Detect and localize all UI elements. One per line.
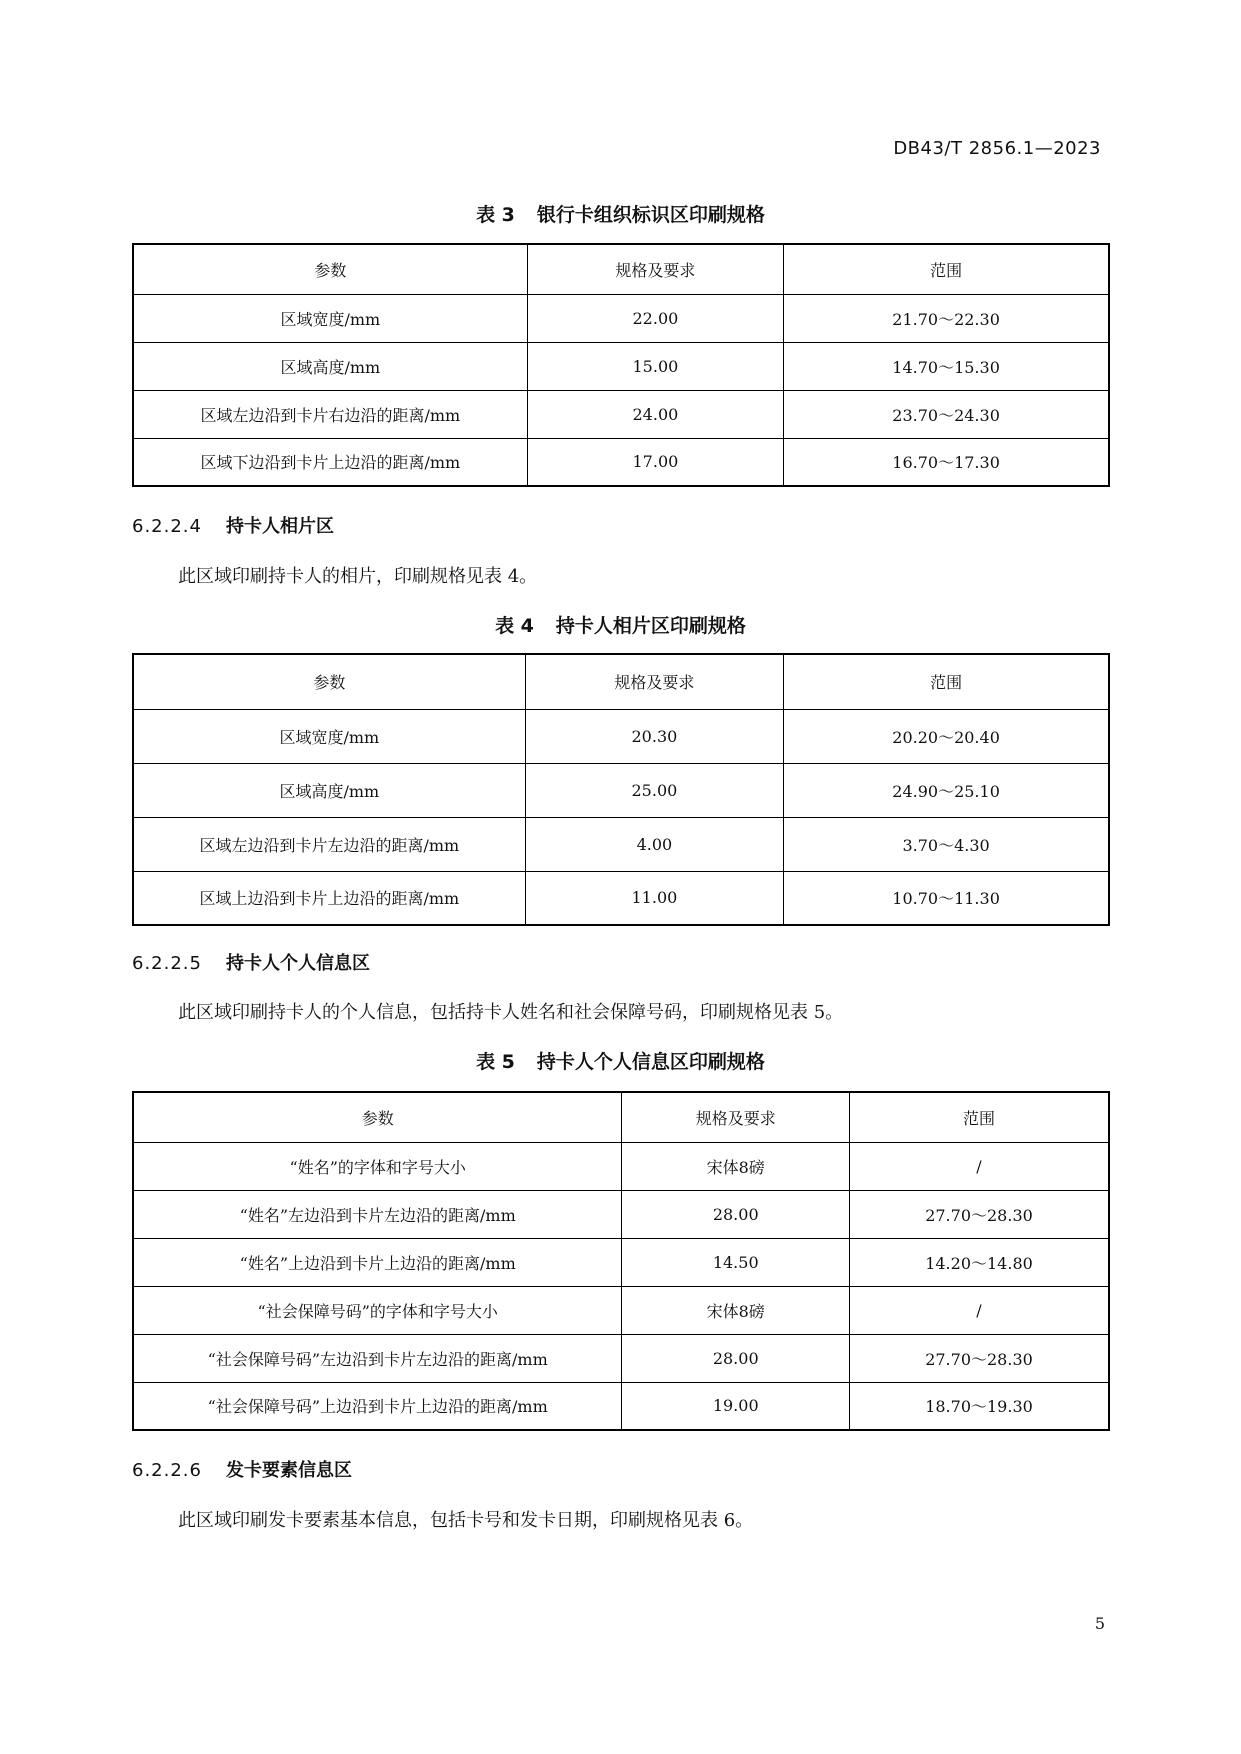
table4	[132, 653, 1110, 926]
table3-header-cell: 参数	[133, 244, 527, 294]
table5-header-cell: 参数	[133, 1092, 622, 1142]
table-cell: 27.70～28.30	[850, 1334, 1110, 1382]
table5	[132, 1091, 1110, 1431]
table-cell: 宋体8磅	[622, 1142, 850, 1190]
table-row	[133, 1238, 1109, 1286]
table-cell: 24.00	[527, 390, 783, 438]
table-cell: 区域高度/mm	[133, 763, 525, 817]
section-number: 6.2.2.5	[132, 953, 202, 974]
table-cell: 区域高度/mm	[133, 342, 527, 390]
table5-caption-number: 表 5	[476, 1051, 515, 1073]
table-cell: 区域上边沿到卡片上边沿的距离/mm	[133, 871, 525, 925]
table3	[132, 243, 1110, 487]
table5-header-row	[133, 1092, 1109, 1142]
table4-header-cell: 规格及要求	[525, 654, 783, 709]
table3-header-cell: 范围	[784, 244, 1109, 294]
table5-header-cell: 范围	[850, 1092, 1110, 1142]
table-cell: “姓名”上边沿到卡片上边沿的距离/mm	[133, 1238, 622, 1286]
section-heading-6224	[132, 512, 334, 538]
table3-header-cell: 规格及要求	[527, 244, 783, 294]
table3-caption	[0, 200, 1241, 227]
table5-caption-title: 持卡人个人信息区印刷规格	[536, 1051, 765, 1073]
table-cell: 区域下边沿到卡片上边沿的距离/mm	[133, 438, 527, 486]
section-paragraph: 此区域印刷发卡要素基本信息，包括卡号和发卡日期，印刷规格见表 6。	[178, 1510, 754, 1531]
table-cell: “社会保障号码”左边沿到卡片左边沿的距离/mm	[133, 1334, 622, 1382]
page-number: 5	[1094, 1614, 1105, 1633]
section-number: 6.2.2.6	[132, 1460, 202, 1481]
table-cell: 区域宽度/mm	[133, 294, 527, 342]
table-cell: /	[850, 1142, 1110, 1190]
section-title: 发卡要素信息区	[225, 1460, 352, 1481]
table-cell: 15.00	[527, 342, 783, 390]
document-code: DB43/T 2856.1—2023	[893, 138, 1101, 159]
table3-caption-title: 银行卡组织标识区印刷规格	[536, 204, 765, 226]
table-cell: “姓名”左边沿到卡片左边沿的距离/mm	[133, 1190, 622, 1238]
table-row	[133, 1190, 1109, 1238]
table-row	[133, 1142, 1109, 1190]
table4-caption-number: 表 4	[495, 615, 534, 637]
table-cell: “社会保障号码”的字体和字号大小	[133, 1286, 622, 1334]
table-row	[133, 1382, 1109, 1430]
section-paragraph: 此区域印刷持卡人的个人信息，包括持卡人姓名和社会保障号码，印刷规格见表 5。	[178, 1002, 844, 1023]
table-cell: 28.00	[622, 1334, 850, 1382]
table5-caption	[0, 1047, 1241, 1074]
table-row	[133, 342, 1109, 390]
table-cell: /	[850, 1286, 1110, 1334]
table-row	[133, 871, 1109, 925]
table-cell: 区域左边沿到卡片左边沿的距离/mm	[133, 817, 525, 871]
section-heading-6226	[132, 1456, 352, 1482]
table4-caption-title: 持卡人相片区印刷规格	[555, 615, 746, 637]
table4-caption	[0, 611, 1241, 638]
table-cell: 宋体8磅	[622, 1286, 850, 1334]
table-cell: 14.20～14.80	[850, 1238, 1110, 1286]
table-row	[133, 294, 1109, 342]
table-row	[133, 1334, 1109, 1382]
table-cell: “社会保障号码”上边沿到卡片上边沿的距离/mm	[133, 1382, 622, 1430]
table-row	[133, 817, 1109, 871]
section-title: 持卡人相片区	[225, 516, 334, 537]
table3-header-row	[133, 244, 1109, 294]
section-number: 6.2.2.4	[132, 516, 202, 537]
table-cell: 21.70～22.30	[784, 294, 1109, 342]
table-cell: 18.70～19.30	[850, 1382, 1110, 1430]
table4-header-cell: 范围	[784, 654, 1109, 709]
table-row	[133, 1286, 1109, 1334]
table-cell: 24.90～25.10	[784, 763, 1109, 817]
table-cell: 17.00	[527, 438, 783, 486]
table-cell: 22.00	[527, 294, 783, 342]
section-title: 持卡人个人信息区	[225, 953, 370, 974]
section-heading-6225	[132, 949, 370, 975]
table-cell: 区域左边沿到卡片右边沿的距离/mm	[133, 390, 527, 438]
table-cell: 14.70～15.30	[784, 342, 1109, 390]
table-cell: 20.30	[525, 709, 783, 763]
table-cell: 27.70～28.30	[850, 1190, 1110, 1238]
table-cell: 区域宽度/mm	[133, 709, 525, 763]
table-row	[133, 709, 1109, 763]
table-cell: 20.20～20.40	[784, 709, 1109, 763]
table4-header-cell: 参数	[133, 654, 525, 709]
table-cell: 23.70～24.30	[784, 390, 1109, 438]
table4-header-row	[133, 654, 1109, 709]
table-row	[133, 438, 1109, 486]
table-cell: 25.00	[525, 763, 783, 817]
table-cell: 14.50	[622, 1238, 850, 1286]
table-cell: 4.00	[525, 817, 783, 871]
table-row	[133, 390, 1109, 438]
table-cell: 11.00	[525, 871, 783, 925]
table-cell: “姓名”的字体和字号大小	[133, 1142, 622, 1190]
table-cell: 10.70～11.30	[784, 871, 1109, 925]
table-cell: 19.00	[622, 1382, 850, 1430]
table-cell: 3.70～4.30	[784, 817, 1109, 871]
table-row	[133, 763, 1109, 817]
section-paragraph: 此区域印刷持卡人的相片，印刷规格见表 4。	[178, 566, 538, 587]
table-cell: 16.70～17.30	[784, 438, 1109, 486]
table5-header-cell: 规格及要求	[622, 1092, 850, 1142]
table-cell: 28.00	[622, 1190, 850, 1238]
table3-caption-number: 表 3	[476, 204, 515, 226]
